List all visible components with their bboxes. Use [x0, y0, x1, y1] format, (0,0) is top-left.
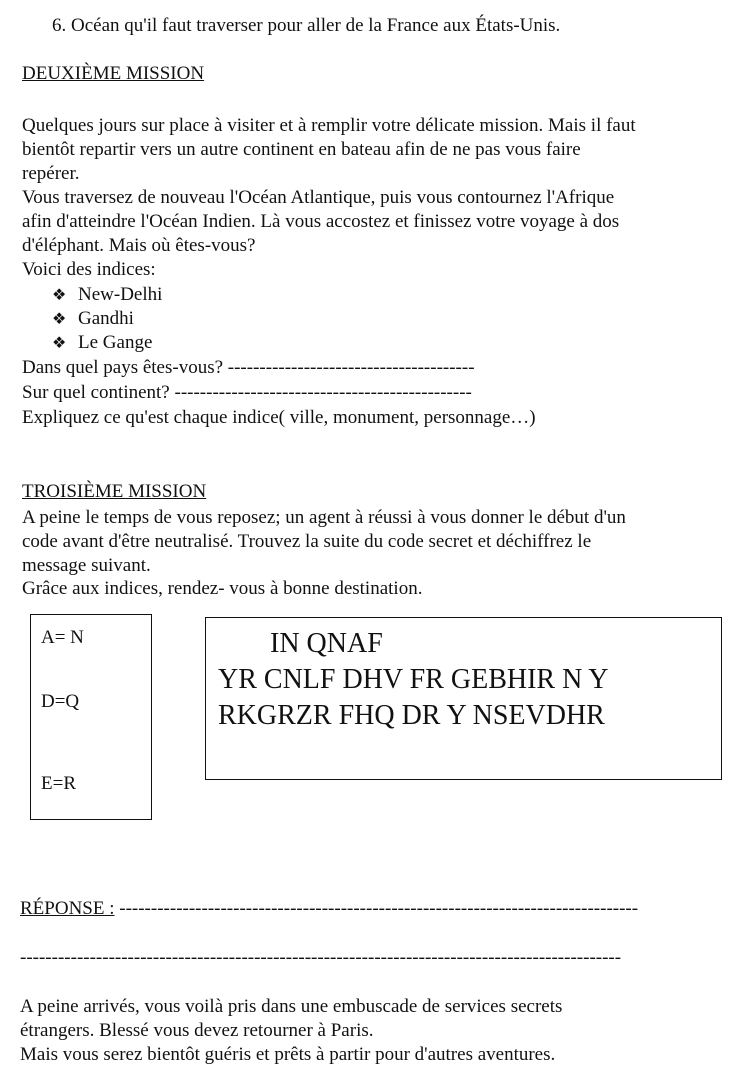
question-explain: Expliquez ce qu'est chaque indice( ville, monument, personnage…) — [22, 407, 536, 428]
question-country: Dans quel pays êtes-vous? --------------------------------------- — [22, 357, 475, 378]
mission-2-paragraph-line: Quelques jours sur place à visiter et à remplir votre délicate mission. Mais il faut — [22, 115, 636, 136]
question-6: 6. Océan qu'il faut traverser pour aller de la France aux États-Unis. — [52, 15, 561, 36]
clue-label: Le Gange — [78, 332, 153, 353]
mission-3-title: TROISIÈME MISSION — [22, 481, 207, 502]
clues-intro: Voici des indices: — [22, 259, 156, 280]
answer-continuation-line: ----------------------------------------------------------------------------------------------- — [20, 947, 622, 968]
coded-message-box — [205, 617, 722, 780]
mission-2-paragraph-line: Vous traversez de nouveau l'Océan Atlantique, puis vous contournez l'Afrique — [22, 187, 615, 208]
cipher-key-entry: D=Q — [41, 691, 80, 712]
diamond-bullet-icon: ❖ — [52, 285, 67, 304]
cipher-key-entry: A= N — [41, 627, 84, 648]
mission-2-paragraph-line: afin d'atteindre l'Océan Indien. Là vous accostez et finissez votre voyage à dos — [22, 211, 620, 232]
clue-item — [52, 331, 152, 355]
mission-2-paragraph-line: d'éléphant. Mais où êtes-vous? — [22, 235, 256, 256]
mission-2-paragraph-line: bientôt repartir vers un autre continent en bateau afin de ne pas vous faire — [22, 139, 581, 160]
coded-message-line: YR CNLF DHV FR GEBHIR N Y — [218, 664, 609, 695]
mission-3-paragraph-line: code avant d'être neutralisé. Trouvez la suite du code secret et déchiffrez le — [22, 531, 592, 552]
answer-label: RÉPONSE : — [20, 898, 115, 919]
mission-2-title: DEUXIÈME MISSION — [22, 63, 205, 84]
ending-paragraph-line: Mais vous serez bientôt guéris et prêts à partir pour d'autres aventures. — [20, 1044, 556, 1065]
diamond-bullet-icon: ❖ — [52, 309, 67, 328]
answer-line — [20, 897, 638, 921]
coded-message-line: RKGRZR FHQ DR Y NSEVDHR — [218, 700, 605, 731]
answer-dashes: ---------------------------------------------------------------------------------- — [114, 898, 639, 919]
clue-item — [52, 283, 162, 307]
mission-3-paragraph-line: Grâce aux indices, rendez- vous à bonne destination. — [22, 578, 423, 599]
coded-message-line: IN QNAF — [270, 628, 383, 659]
diamond-bullet-icon: ❖ — [52, 333, 67, 352]
clue-item — [52, 307, 134, 331]
mission-3-paragraph-line: A peine le temps de vous reposez; un agent à réussi à vous donner le début d'un — [22, 507, 626, 528]
question-continent: Sur quel continent? ----------------------------------------------- — [22, 382, 472, 403]
mission-3-paragraph-line: message suivant. — [22, 555, 151, 576]
ending-paragraph-line: A peine arrivés, vous voilà pris dans une embuscade de services secrets — [20, 996, 563, 1017]
cipher-key-entry: E=R — [41, 773, 76, 794]
clue-label: New-Delhi — [78, 284, 163, 305]
mission-2-paragraph-line: repérer. — [22, 163, 80, 184]
ending-paragraph-line: étrangers. Blessé vous devez retourner à Paris. — [20, 1020, 374, 1041]
cipher-key-box — [30, 614, 152, 820]
clue-label: Gandhi — [78, 308, 134, 329]
